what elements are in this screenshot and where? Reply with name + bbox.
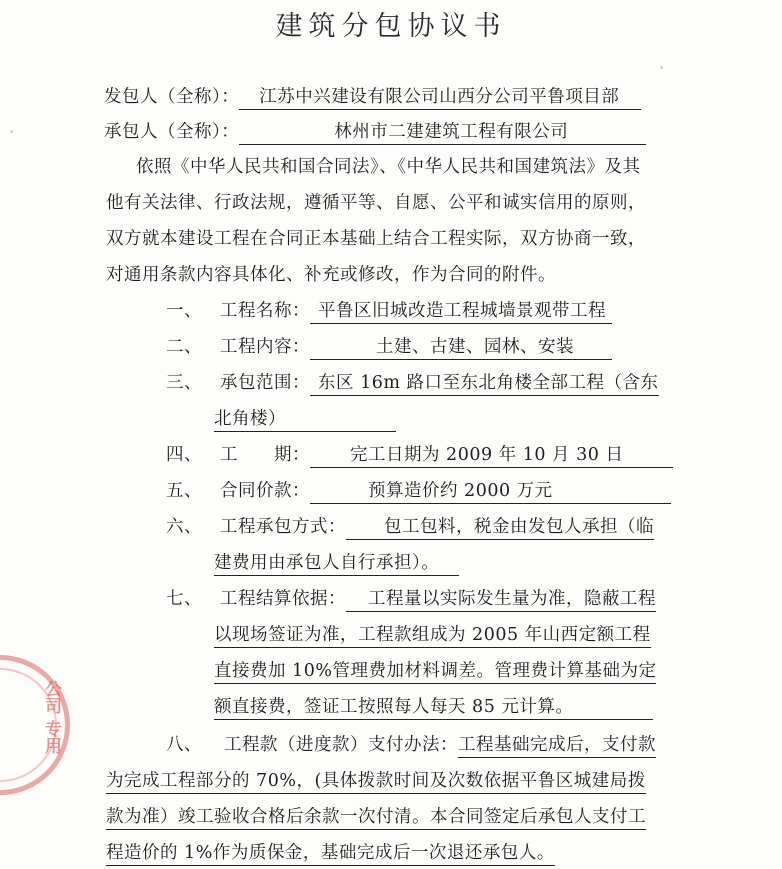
clause-label: 工 期： <box>220 445 310 465</box>
clause-number: 四、 <box>166 445 202 465</box>
clause-6-continued <box>214 552 459 576</box>
clause-value: 款为准）竣工验收合格后余款一次付清。本合同签定后承包人支付工 <box>106 806 646 830</box>
document-title: 建筑分包协议书 <box>275 11 507 42</box>
clause-value: 工程量以实际发生量为准，隐蔽工程 <box>346 588 656 612</box>
clause-2 <box>166 336 612 360</box>
clause-value: 建费用由承包人自行承担）。 <box>214 552 459 576</box>
clause-8-continued <box>106 770 646 794</box>
employer-value: 江苏中兴建设有限公司山西分公司平鲁项目部 <box>239 86 641 110</box>
clause-number: 八、 <box>166 735 202 755</box>
clause-value: 程造价的 1%作为质保金，基础完成后一次退还承包人。 <box>106 842 555 866</box>
clause-7-continued <box>214 624 651 648</box>
clause-7-continued <box>214 696 653 720</box>
clause-label: 合同价款： <box>220 481 310 501</box>
clause-number: 二、 <box>166 337 202 357</box>
preamble-line: 依照《中华人民共和国合同法》、《中华人民共和国建筑法》及其 <box>136 157 641 177</box>
clause-value: 东区 16m 路口至东北角楼全部工程（含东 <box>310 372 659 396</box>
company-seal-stamp <box>0 655 70 795</box>
seal-text: 公司 专用 <box>41 680 61 754</box>
contractor-label: 承包人（全称）： <box>104 122 240 142</box>
clause-5 <box>166 480 671 504</box>
preamble-line: 对通用条款内容具体化、补充或修改，作为合同的附件。 <box>106 265 556 285</box>
contractor-value: 林州市二建建筑工程有限公司 <box>239 121 646 145</box>
clause-1 <box>166 300 612 324</box>
clause-label: 工程名称： <box>220 301 310 321</box>
clause-value: 工程基础完成后，支付款 <box>458 734 656 758</box>
clause-3 <box>166 372 659 396</box>
clause-7 <box>166 588 656 612</box>
clause-label: 工程承包方式： <box>220 517 346 537</box>
clause-value: 直接费加 10%管理费加材料调差。管理费计算基础为定 <box>214 660 656 684</box>
clause-label: 工程结算依据： <box>220 589 346 609</box>
preamble-line: 双方就本建设工程在合同正本基础上结合工程实际，双方协商一致， <box>106 229 646 249</box>
clause-number: 七、 <box>166 589 202 609</box>
clause-number: 六、 <box>166 517 202 537</box>
clause-value: 包工包料，税金由发包人承担（临 <box>346 516 654 540</box>
clause-3-continued <box>214 408 396 432</box>
clause-value: 为完成工程部分的 70%，(具体拨款时间及次数依据平鲁区城建局拨 <box>106 770 646 794</box>
preamble-line: 他有关法律、行政法规，遵循平等、自愿、公平和诚实信用的原则， <box>106 193 646 213</box>
clause-number: 三、 <box>166 373 202 393</box>
clause-7-continued <box>214 660 656 684</box>
clause-6 <box>166 516 654 540</box>
clause-8 <box>166 734 656 758</box>
clause-label: 工程内容： <box>220 337 310 357</box>
clause-4 <box>166 444 673 468</box>
clause-label: 承包范围： <box>220 373 310 393</box>
clause-value: 额直接费，签证工按照每人每天 85 元计算。 <box>214 696 653 720</box>
clause-value: 土建、古建、园林、安装 <box>310 336 612 360</box>
scan-speck <box>660 66 663 69</box>
clause-label: 工程款（进度款）支付办法： <box>224 735 458 755</box>
clause-value: 完工日期为 2009 年 10 月 30 日 <box>310 444 673 468</box>
employer-label: 发包人（全称）： <box>104 87 240 107</box>
clause-value: 北角楼） <box>214 408 396 432</box>
clause-value: 以现场签证为准，工程款组成为 2005 年山西定额工程 <box>214 624 651 648</box>
clause-number: 五、 <box>166 481 202 501</box>
clause-8-continued <box>106 842 555 866</box>
employer-line <box>104 86 641 110</box>
contractor-line <box>104 121 646 145</box>
clause-value: 平鲁区旧城改造工程城墙景观带工程 <box>310 300 612 324</box>
clause-value: 预算造价约 2000 万元 <box>310 480 671 504</box>
scan-speck <box>10 130 13 133</box>
clause-number: 一、 <box>166 301 202 321</box>
clause-8-continued <box>106 806 646 830</box>
